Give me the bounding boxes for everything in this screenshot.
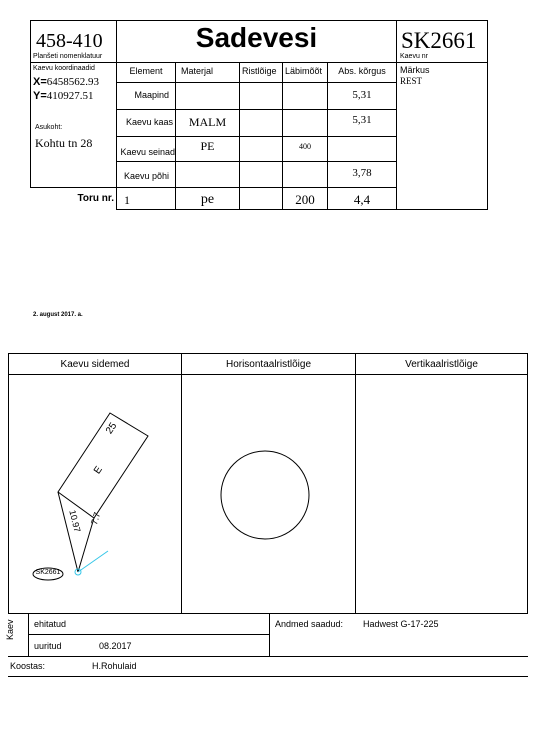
col-abs-height: Abs. kõrgus bbox=[338, 66, 386, 76]
well-number-label: Kaevu nr bbox=[400, 53, 429, 60]
dimension-7-7: 7.7 bbox=[89, 511, 103, 526]
row-element: Kaevu kaas bbox=[125, 117, 173, 127]
pipe-number: 1 bbox=[124, 193, 130, 207]
vertical-section-title: Vertikaalristlõige bbox=[405, 359, 478, 370]
remarks-label: Märkus bbox=[400, 65, 430, 75]
compiled-label: Koostas: bbox=[10, 661, 46, 671]
map-sheet-label: Planšeti nomenklatuur bbox=[33, 53, 103, 60]
remarks-value: REST bbox=[400, 76, 423, 86]
horizontal-section-title: Horisontaalristlõige bbox=[225, 359, 312, 370]
pipe-label: Toru nr. bbox=[77, 193, 114, 204]
surveyed-value: 08.2017 bbox=[99, 641, 132, 651]
row-height: 3,78 bbox=[352, 167, 372, 179]
x-label: X= bbox=[33, 76, 47, 88]
location-label: Asukoht: bbox=[35, 124, 63, 131]
row-height: 5,31 bbox=[352, 114, 372, 126]
location-value: Kohtu tn 28 bbox=[35, 136, 93, 150]
pipe-material: pe bbox=[200, 192, 215, 207]
pipe-direction-line bbox=[78, 551, 108, 572]
dimension-25: 25 bbox=[104, 420, 120, 437]
well-tag: SK2661 bbox=[35, 569, 61, 576]
y-value: 410927.51 bbox=[46, 90, 94, 102]
row-element: Kaevu põhi bbox=[123, 171, 169, 181]
row-height: 5,31 bbox=[352, 89, 372, 101]
row-material: PE bbox=[200, 139, 215, 153]
surveyed-label: uuritud bbox=[34, 641, 62, 651]
col-cross-section: Ristlõige bbox=[242, 66, 277, 76]
dimension-e: E bbox=[92, 464, 105, 477]
building-outline bbox=[58, 413, 148, 518]
data-source-label: Andmed saadud: bbox=[275, 619, 344, 629]
document-date: 2. august 2017. a. bbox=[33, 312, 83, 318]
row-material: MALM bbox=[188, 115, 227, 129]
col-material: Materjal bbox=[181, 66, 214, 76]
well-label: Kaev bbox=[5, 619, 15, 640]
row-element: Maapind bbox=[134, 90, 169, 100]
coordinates-label: Kaevu koordinaadid bbox=[33, 65, 95, 72]
x-value: 6458562.93 bbox=[46, 76, 100, 88]
ties-view-title: Kaevu sidemed bbox=[60, 359, 130, 370]
col-element: Element bbox=[129, 66, 163, 76]
data-source-value: Hadwest G-17-225 bbox=[363, 619, 439, 629]
document-title: Sadevesi bbox=[195, 22, 318, 53]
well-number: SK2661 bbox=[401, 28, 477, 53]
col-diameter: Läbimõõt bbox=[285, 66, 323, 76]
pipe-diameter: 200 bbox=[295, 192, 315, 207]
horizontal-section-circle bbox=[221, 451, 309, 539]
map-sheet-number: 458-410 bbox=[36, 30, 103, 52]
row-element: Kaevu seinad bbox=[120, 147, 175, 157]
y-label: Y= bbox=[33, 90, 47, 102]
dimension-10-97: 10.97 bbox=[67, 509, 83, 534]
compiled-value: H.Rohulaid bbox=[92, 661, 137, 671]
row-diameter: 400 bbox=[299, 142, 311, 151]
pipe-height: 4,4 bbox=[353, 192, 371, 207]
built-label: ehitatud bbox=[34, 619, 67, 629]
